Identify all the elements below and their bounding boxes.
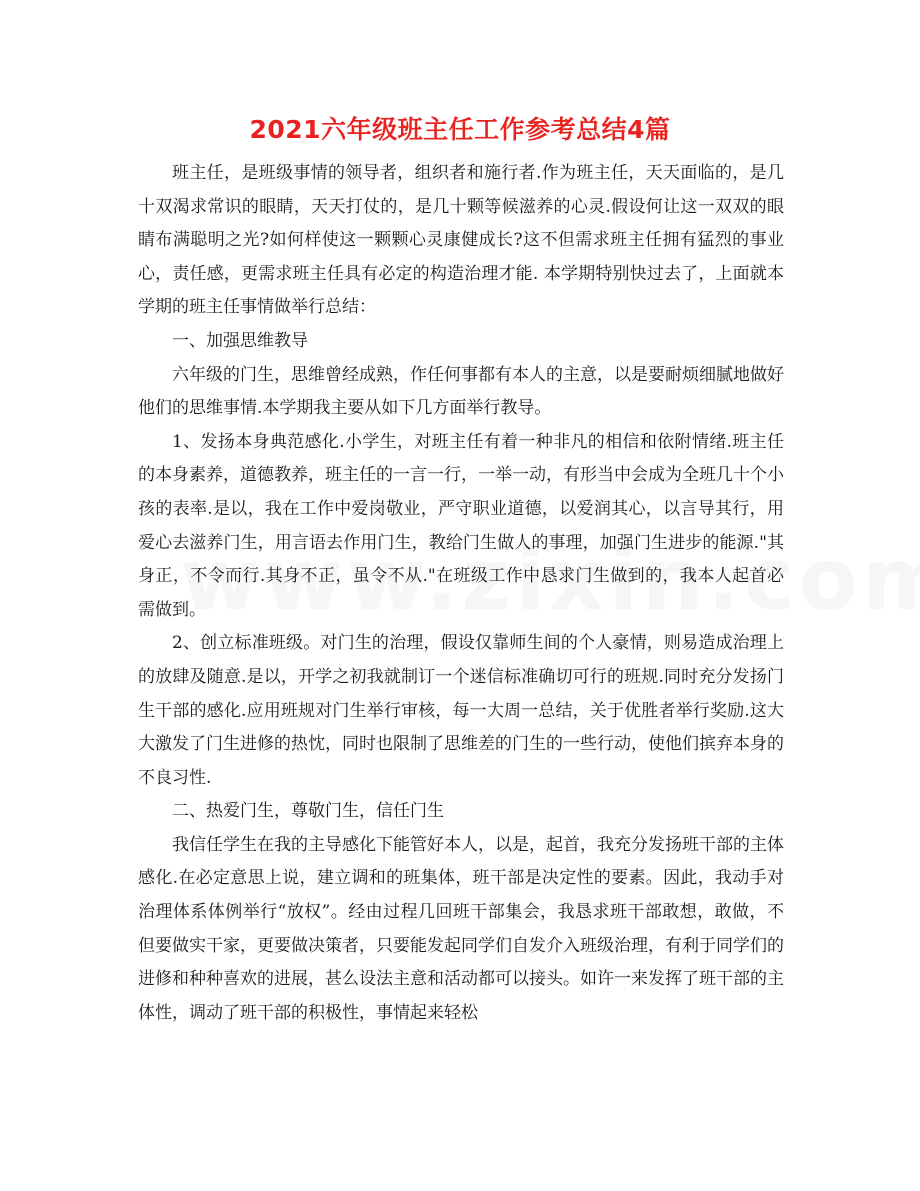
section-heading-1: 一、加强思维教导	[172, 330, 308, 351]
paragraph-intro: 班主任，是班级事情的领导者，组织者和施行者.作为班主任，天天面临的，是几十双渴求常识的眼睛，天天打仗的，是几十颗等候滋养的心灵.假设何让这一双双的眼睛布满聪明之光?如何样使这一颗颗心灵康健成长?这不但需求班主任拥有猛烈的事业心，责任感，更需求班主任具有必定的构造治理才能. 本学期特别快过去了，上面就本学期的班主任事情做举行总结：	[138, 163, 784, 318]
document-body	[138, 157, 784, 1030]
paragraph: 2、创立标准班级。对门生的治理，假设仅靠师生间的个人豪情，则易造成治理上的放肆及随意.是以，开学之初我就制订一个迷信标准确切可行的班规.同时充分发扬门生干部的感化.应用班规对门生举行审核，每一大周一总结，关于优胜者举行奖励.这大大激发了门生进修的热忱，同时也限制了思维差的门生的一些行动，使他们摈弃本身的不良习性.	[138, 633, 784, 788]
document-title: 2021六年级班主任工作参考总结4篇	[249, 115, 671, 144]
paragraph: 1、发扬本身典范感化.小学生，对班主任有着一种非凡的相信和依附情绪.班主任的本身素养，道德教养，班主任的一言一行，一举一动，有形当中会成为全班几十个小孩的表率.是以，我在工作中爱岗敬业，严守职业道德，以爱润其心，以言导其行，用爱心去滋养门生，用言语去作用门生，教给门生做人的事理，加强门生进步的能源."其身正，不令而行.其身不正，虽令不从."在班级工作中恳求门生做到的，我本人起首必需做到。	[138, 431, 784, 620]
section-heading-2: 二、热爱门生，尊敬门生，信任门生	[172, 801, 444, 822]
paragraph: 我信任学生在我的主导感化下能管好本人，以是，起首，我充分发扬班干部的主体感化.在必定意思上说，建立调和的班集体，班干部是决定性的要素。因此，我动手对治理体系体例举行“放权”。经由过程几回班干部集会，我恳求班干部敢想，敢做，不但要做实干家，更要做决策者，只要能发起同学们自发介入班级治理，有利于同学们的进修和种种喜欢的进展，甚么设法主意和活动都可以接头。如许一来发挥了班干部的主体性，调动了班干部的积极性，事情起来轻松	[138, 834, 784, 1023]
paragraph: 六年级的门生，思维曾经成熟，作任何事都有本人的主意，以是要耐烦细腻地做好他们的思维事情.本学期我主要从如下几方面举行教导。	[138, 364, 784, 419]
